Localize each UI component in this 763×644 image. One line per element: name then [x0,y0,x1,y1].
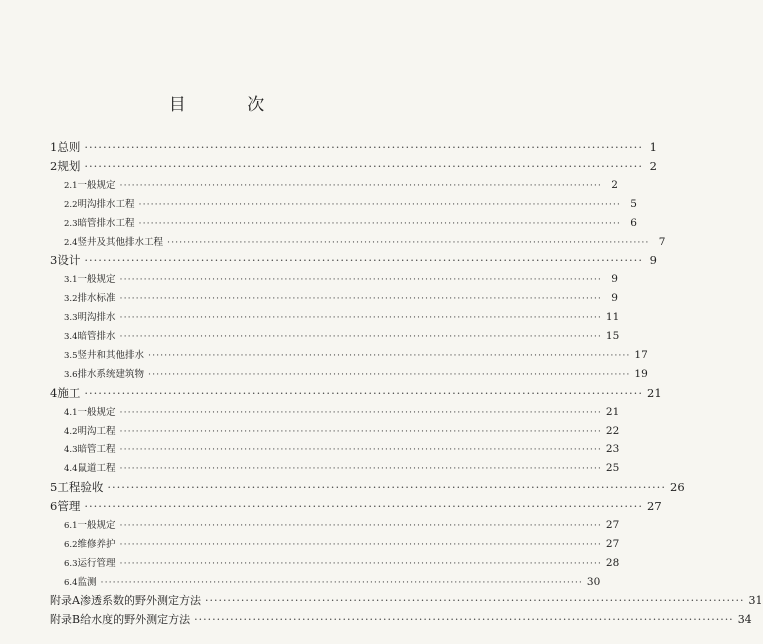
toc-entry-number: 6.2 [64,539,78,550]
toc-entry-page: 30 [586,575,601,588]
toc-entry-label: 竖井和其他排水 [77,349,145,361]
toc-entry [50,497,662,515]
toc-entry-label: 明沟排水 [77,312,116,324]
toc-title: 目 次 [168,95,293,115]
toc-entry [50,478,685,496]
dot-leader: ························································································································ [119,179,602,191]
toc-entry-number: 4.4 [64,464,78,475]
toc-entry [64,289,618,307]
toc-entry-number: 6.3 [64,558,78,569]
toc-entry-page: 21 [605,405,620,418]
toc-entry-label: 运行管理 [77,557,116,569]
toc-entry [50,611,752,629]
toc-entry-label: 一般规定 [77,179,116,191]
toc-entry-number: 2.4 [64,237,78,248]
toc-entry [64,554,620,572]
dot-leader: ························································································································ [119,444,602,456]
toc-entry-number: 4.3 [64,445,78,456]
toc-entry-label: 排水标准 [77,293,116,305]
toc-entry-label: 暗管排水工程 [77,217,135,229]
toc-entry-number: 6.1 [64,521,78,531]
toc-entry-label: 规划 [57,158,81,173]
toc-entry [50,384,662,402]
dot-leader: ························································································································ [84,253,643,268]
toc-entry [64,270,618,288]
toc-entry [64,195,637,213]
dot-leader: ························································································································ [119,463,602,475]
toc-entry-number: 3.3 [64,313,78,324]
toc-entry [64,365,648,383]
toc-entry-page: 27 [647,499,662,514]
toc-entry [50,592,763,610]
toc-entry-page: 2 [611,178,618,191]
toc-entry-number: 3.5 [64,350,78,361]
dot-leader: ························································································································ [84,385,643,400]
toc-entry-page: 22 [605,424,620,437]
dot-leader: ························································································································ [107,480,666,495]
toc-entry-page: 28 [605,556,620,569]
toc-entry [50,157,657,175]
toc-entry [64,176,618,194]
toc-entry [64,459,620,477]
dot-leader: ························································································································ [119,274,602,286]
toc-entry [64,422,620,440]
dot-leader: ························································································································ [119,331,602,342]
toc-entry-number: 1 [50,140,58,154]
toc-entry [64,346,648,364]
toc-entry-label: 设计 [57,253,81,268]
toc-entry [50,251,657,269]
toc-entry-page: 9 [611,273,618,286]
toc-entry-page: 7 [658,235,666,248]
toc-entry-label: 明沟排水工程 [77,198,135,210]
toc-entry [64,308,620,326]
dot-leader: ························································································································ [84,499,643,514]
dot-leader: ························································································································ [148,368,631,380]
toc-entry-number: 5 [50,480,58,495]
dot-leader: ························································································································ [167,236,650,248]
dot-leader: ························································································································ [138,198,621,210]
toc-entry [50,138,657,156]
dot-leader: ························································································································ [138,217,621,229]
toc-entry-page: 19 [634,367,648,380]
toc-entry-number: 2.3 [64,218,78,229]
toc-entry-label: 竖井及其他排水工程 [77,236,164,248]
dot-leader: ························································································································ [119,557,602,569]
toc-entry-page: 31 [748,593,763,607]
toc-entry-page: 9 [649,253,657,268]
toc-entry-page: 27 [605,519,620,531]
toc-entry-number: 4 [50,385,58,400]
toc-entry [64,440,620,458]
dot-leader: ························································································································ [119,520,602,531]
toc-entry [64,403,620,421]
dot-leader: ························································································································ [119,312,602,324]
toc-entry-page: 17 [634,348,648,361]
toc-entry-number: 4.1 [64,407,78,418]
toc-entry-label: 暗管排水 [77,331,116,342]
toc-entry-label: 渗透系数的野外测定方法 [79,593,201,607]
toc-entry-label: 管理 [57,499,81,514]
toc-entry-number: 3.6 [64,369,78,380]
toc-entry-label: 给水度的野外测定方法 [80,612,191,626]
toc-entry [64,535,620,553]
toc-entry [64,327,620,345]
toc-entry-number: 4.2 [64,426,78,437]
toc-entry-label: 施工 [57,385,81,400]
toc-entry-label: 监测 [77,576,97,588]
toc-entry-page: 11 [605,311,620,324]
toc-entry-page: 9 [611,292,618,305]
toc-entry-number: 6 [50,499,58,514]
toc-entry-page: 26 [670,480,685,495]
toc-entry [64,214,637,232]
toc-entry-number: 2 [50,158,58,173]
toc-entry [64,233,666,251]
toc-entry-number: 3.1 [64,275,78,286]
dot-leader: ························································································································ [84,140,643,154]
toc-entry-page: 5 [630,197,637,210]
toc-entry-label: 一般规定 [77,406,116,418]
toc-entry-number: 2.2 [64,199,78,210]
dot-leader: ························································································································ [194,612,734,626]
toc-entry-number: 附录A [50,593,80,607]
toc-entry-page: 1 [649,140,657,154]
toc-entry-page: 34 [737,612,752,626]
toc-entry-label: 明沟工程 [77,425,116,437]
toc-entry-label: 一般规定 [77,274,116,286]
toc-entry-page: 23 [605,443,620,456]
toc-entry-page: 2 [649,158,657,173]
toc-entry-number: 3.4 [64,332,78,342]
toc-entry-label: 工程验收 [57,480,104,495]
toc-entry-number: 6.4 [64,577,78,588]
toc-entry-page: 21 [647,385,662,400]
toc-entry-label: 维修养护 [77,538,116,550]
toc-entry [64,516,620,534]
toc-entry-page: 27 [605,537,620,550]
toc-entry-label: 暗管工程 [77,444,116,456]
toc-entry-label: 一般规定 [77,520,116,531]
dot-leader: ························································································································ [119,293,602,305]
toc-entry-number: 3.2 [64,294,78,305]
dot-leader: ························································································································ [84,158,643,173]
dot-leader: ························································································································ [119,538,602,550]
toc-entry-label: 总则 [57,140,81,154]
toc-entry [64,573,601,591]
toc-entry-page: 6 [630,216,637,229]
toc-entry-page: 15 [605,330,620,342]
toc-entry-label: 鼠道工程 [77,463,116,475]
dot-leader: ························································································································ [119,406,602,418]
toc-entry-label: 排水系统建筑物 [77,368,145,380]
toc-entry-number: 2.1 [64,180,78,191]
dot-leader: ························································································································ [100,576,583,588]
toc-entry-number: 3 [50,253,58,268]
toc-entry-page: 25 [605,462,620,475]
dot-leader: ························································································································ [204,593,745,607]
dot-leader: ························································································································ [119,425,602,437]
toc-entry-number: 附录B [50,612,81,626]
dot-leader: ························································································································ [148,349,631,361]
